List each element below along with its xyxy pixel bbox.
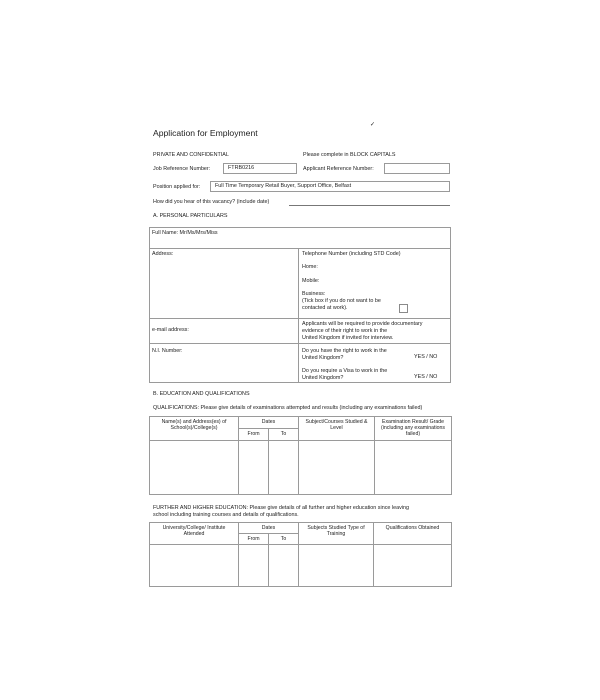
position-value: Full Time Temporary Retail Buyer, Support Office, Belfast bbox=[215, 183, 352, 189]
position-field[interactable] bbox=[210, 181, 450, 192]
job-ref-field[interactable] bbox=[223, 163, 297, 174]
col-header-school: Name(s) and Address(es) of School(s)/College(s) bbox=[150, 417, 239, 441]
qualifications-table bbox=[149, 416, 452, 495]
right-to-work-yes-no[interactable]: YES / NO bbox=[414, 354, 438, 360]
check-mark-icon: ✓ bbox=[370, 122, 376, 128]
telephone-label: Telephone Number (including STD Code) bbox=[302, 251, 401, 257]
job-ref-value: FTRB0216 bbox=[228, 165, 255, 171]
block-capitals-label: Please complete in BLOCK CAPITALS bbox=[303, 152, 396, 158]
column-divider bbox=[298, 248, 299, 383]
evidence-line1: Applicants will be required to provide documentary bbox=[302, 321, 423, 327]
from-cell[interactable] bbox=[239, 440, 269, 494]
from-cell[interactable] bbox=[239, 545, 269, 587]
ni-number-label: N.I. Number: bbox=[152, 348, 183, 354]
tick-note-line1: (Tick box if you do not want to be bbox=[302, 298, 381, 304]
mobile-label: Mobile: bbox=[302, 278, 320, 284]
page-title: Application for Employment bbox=[153, 128, 258, 138]
private-confidential-label: PRIVATE AND CONFIDENTIAL bbox=[153, 152, 229, 158]
subjects-cell[interactable] bbox=[299, 545, 374, 587]
further-education-intro-line2: school including training courses and details of qualifications. bbox=[153, 512, 299, 518]
school-cell[interactable] bbox=[150, 440, 239, 494]
further-education-intro-line1: FURTHER AND HIGHER EDUCATION: Please give details of all further and higher education since leaving bbox=[153, 505, 409, 511]
row-divider bbox=[149, 318, 451, 319]
do-not-contact-at-work-checkbox[interactable] bbox=[399, 304, 408, 313]
qualifications-intro: QUALIFICATIONS: Please give details of examinations attempted and results (including any examinations failed) bbox=[153, 405, 423, 411]
email-label: e-mail address: bbox=[152, 327, 189, 333]
subject-cell[interactable] bbox=[299, 440, 375, 494]
col-header-to: To bbox=[269, 428, 299, 440]
qualifications-cell[interactable] bbox=[374, 545, 452, 587]
full-name-label: Full Name: Mr/Ms/Mrs/Miss bbox=[152, 230, 218, 236]
col-header-university: University/College/ Institute Attended bbox=[150, 523, 239, 545]
col-header-from: From bbox=[239, 534, 269, 545]
evidence-line2: evidence of their right to work in the bbox=[302, 328, 388, 334]
position-label: Position applied for: bbox=[153, 184, 201, 190]
col-header-from: From bbox=[239, 428, 269, 440]
col-header-subject: Subject/Courses Studied & Level bbox=[299, 417, 375, 441]
right-to-work-q2: United Kingdom? bbox=[302, 355, 344, 361]
section-b-heading: B. EDUCATION AND QUALIFICATIONS bbox=[153, 391, 250, 397]
col-header-result: Examination Result/ Grade (including any examinations failed) bbox=[375, 417, 452, 441]
hear-vacancy-label: How did you hear of this vacancy? (include date) bbox=[153, 199, 270, 205]
university-cell[interactable] bbox=[150, 545, 239, 587]
col-header-subjects: Subjects Studied Type of Training bbox=[299, 523, 374, 545]
visa-yes-no[interactable]: YES / NO bbox=[414, 374, 438, 380]
further-education-table bbox=[149, 522, 452, 587]
evidence-line3: United Kingdom if invited for interview. bbox=[302, 335, 394, 341]
address-label: Address: bbox=[152, 251, 174, 257]
col-header-to: To bbox=[269, 534, 299, 545]
visa-q1: Do you require a Visa to work in the bbox=[302, 368, 388, 374]
job-ref-label: Job Reference Number: bbox=[153, 166, 211, 172]
col-header-qualifications: Qualifications Obtained bbox=[374, 523, 452, 545]
col-header-dates: Dates bbox=[239, 523, 299, 534]
visa-q2: United Kingdom? bbox=[302, 375, 344, 381]
col-header-dates: Dates bbox=[239, 417, 299, 429]
result-cell[interactable] bbox=[375, 440, 452, 494]
home-label: Home: bbox=[302, 264, 318, 270]
applicant-ref-field[interactable] bbox=[384, 163, 450, 174]
row-divider bbox=[149, 343, 451, 344]
to-cell[interactable] bbox=[269, 545, 299, 587]
section-a-heading: A. PERSONAL PARTICULARS bbox=[153, 213, 228, 219]
row-divider bbox=[149, 248, 451, 249]
tick-note-line2: contacted at work). bbox=[302, 305, 348, 311]
applicant-ref-label: Applicant Reference Number: bbox=[303, 166, 374, 172]
hear-vacancy-line[interactable] bbox=[289, 205, 450, 206]
right-to-work-q1: Do you have the right to work in the bbox=[302, 348, 387, 354]
to-cell[interactable] bbox=[269, 440, 299, 494]
business-label: Business: bbox=[302, 291, 326, 297]
